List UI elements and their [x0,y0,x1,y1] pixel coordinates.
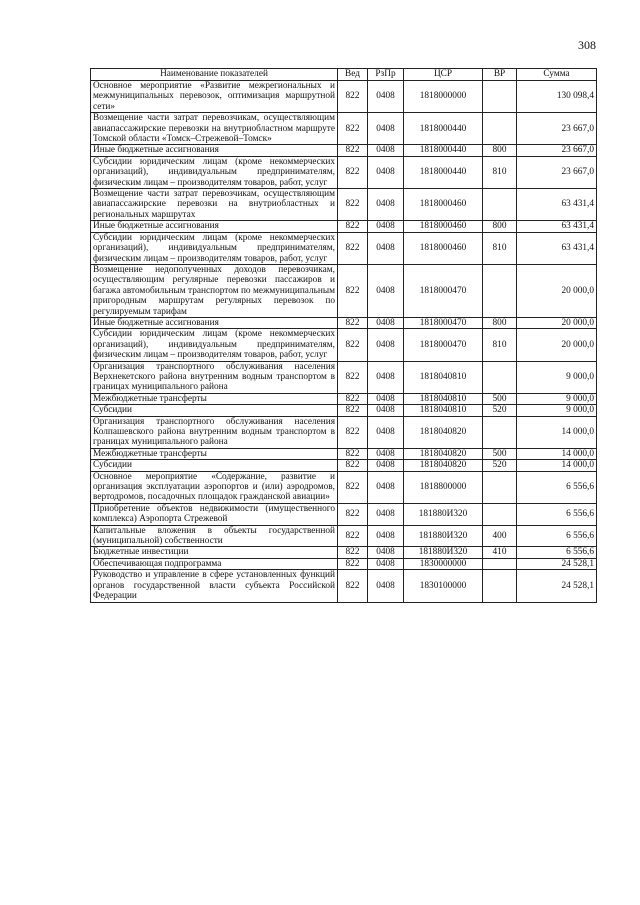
cell-rzpr: 0408 [368,145,404,156]
cell-name: Организация транспортного обслуживания населения Колпашевского района внутренним водным транспортом в границах муниципального района [91,416,338,448]
cell-vr [483,503,517,525]
cell-sum: 14 000,0 [517,448,597,459]
page-number: 308 [578,38,596,52]
table-row [91,460,597,471]
cell-csr: 1818000440 [404,145,483,156]
header-sum: Сумма [517,69,597,81]
cell-vr: 810 [483,329,517,361]
header-csr: ЦСР [404,69,483,81]
cell-rzpr: 0408 [368,221,404,232]
cell-vr [483,471,517,503]
cell-sum: 6 556,6 [517,525,597,547]
cell-vr [483,570,517,602]
cell-rzpr: 0408 [368,405,404,416]
cell-csr: 1818000440 [404,113,483,145]
cell-vr: 800 [483,317,517,328]
cell-name: Иные бюджетные ассигнования [91,317,338,328]
table-body [91,81,597,603]
cell-ved: 822 [338,232,368,264]
cell-csr: 1818040810 [404,405,483,416]
cell-rzpr: 0408 [368,264,404,317]
table-row [91,81,597,113]
cell-vr [483,189,517,221]
table-header-row [91,69,597,81]
cell-sum: 24 528,1 [517,570,597,602]
table-row [91,503,597,525]
cell-vr: 500 [483,393,517,404]
cell-ved: 822 [338,558,368,569]
table-row [91,264,597,317]
cell-ved: 822 [338,393,368,404]
cell-name: Межбюджетные трансферты [91,393,338,404]
cell-rzpr: 0408 [368,416,404,448]
cell-csr: 1818000460 [404,232,483,264]
cell-name: Иные бюджетные ассигнования [91,145,338,156]
cell-sum: 9 000,0 [517,393,597,404]
table-row [91,189,597,221]
cell-name: Основное мероприятие «Содержание, развитие и организация эксплуатации аэропортов и (или) аэродромов, вертодромов, посадочных площадок гражданской авиации» [91,471,338,503]
cell-name: Приобретение объектов недвижимости (имущественного комплекса) Аэропорта Стрежевой [91,503,338,525]
cell-rzpr: 0408 [368,525,404,547]
header-ved: Вед [338,69,368,81]
table-row [91,113,597,145]
cell-vr [483,81,517,113]
table-row [91,525,597,547]
cell-csr: 1818000460 [404,189,483,221]
cell-sum: 63 431,4 [517,221,597,232]
cell-csr: 1818000470 [404,329,483,361]
cell-name: Руководство и управление в сфере установленных функций органов государственной власти субъекта Российской Федерации [91,570,338,602]
cell-csr: 1830000000 [404,558,483,569]
header-vr: ВР [483,69,517,81]
cell-rzpr: 0408 [368,361,404,393]
cell-sum: 14 000,0 [517,460,597,471]
cell-rzpr: 0408 [368,81,404,113]
cell-csr: 1818040820 [404,416,483,448]
table-row [91,317,597,328]
cell-csr: 181880И320 [404,547,483,558]
cell-csr: 181880И320 [404,503,483,525]
cell-name: Обеспечивающая подпрограмма [91,558,338,569]
cell-sum: 20 000,0 [517,264,597,317]
cell-csr: 1818000470 [404,264,483,317]
cell-csr: 181880И320 [404,525,483,547]
cell-rzpr: 0408 [368,547,404,558]
cell-vr: 800 [483,145,517,156]
cell-sum: 6 556,6 [517,547,597,558]
cell-rzpr: 0408 [368,460,404,471]
cell-ved: 822 [338,503,368,525]
cell-rzpr: 0408 [368,156,404,188]
cell-rzpr: 0408 [368,558,404,569]
cell-vr: 520 [483,405,517,416]
cell-name: Бюджетные инвестиции [91,547,338,558]
cell-name: Иные бюджетные ассигнования [91,221,338,232]
cell-name: Субсидии юридическим лицам (кроме некоммерческих организаций), индивидуальным предпринимателям, физическим лицам – производителям товаров, работ, услуг [91,232,338,264]
cell-ved: 822 [338,189,368,221]
table-row [91,416,597,448]
cell-csr: 1818000000 [404,81,483,113]
cell-sum: 20 000,0 [517,317,597,328]
cell-sum: 9 000,0 [517,361,597,393]
header-rzpr: РзПр [368,69,404,81]
table-row [91,329,597,361]
cell-csr: 1818000440 [404,156,483,188]
table-row [91,361,597,393]
cell-rzpr: 0408 [368,393,404,404]
cell-csr: 1830100000 [404,570,483,602]
cell-sum: 63 431,4 [517,189,597,221]
cell-ved: 822 [338,113,368,145]
cell-name: Возмещение части затрат перевозчикам, осуществляющим авиапассажирские перевозки на внутриобластных и региональных маршрутах [91,189,338,221]
cell-name: Основное мероприятие «Развитие межрегиональных и межмуниципальных перевозок, оптимизация маршрутной сети» [91,81,338,113]
cell-name: Межбюджетные трансферты [91,448,338,459]
table-row [91,547,597,558]
cell-csr: 1818040810 [404,393,483,404]
cell-rzpr: 0408 [368,503,404,525]
cell-ved: 822 [338,264,368,317]
table-row [91,232,597,264]
cell-sum: 6 556,6 [517,471,597,503]
cell-name: Возмещение недополученных доходов перевозчикам, осуществляющим регулярные перевозки пассажиров и багажа автомобильным транспортом по межмуниципальным пригородным маршрутам регулярных перевозок по регулируемым тарифам [91,264,338,317]
cell-ved: 822 [338,81,368,113]
table-row [91,145,597,156]
cell-vr: 400 [483,525,517,547]
cell-vr: 520 [483,460,517,471]
cell-ved: 822 [338,361,368,393]
cell-ved: 822 [338,405,368,416]
cell-name: Возмещение части затрат перевозчикам, осуществляющим авиапассажирские перевозки на внутриобластном маршруте Томской области «Томск–Стрежевой–Томск» [91,113,338,145]
cell-vr [483,264,517,317]
cell-sum: 20 000,0 [517,329,597,361]
cell-csr: 1818000470 [404,317,483,328]
table-row [91,221,597,232]
cell-csr: 1818040820 [404,460,483,471]
cell-csr: 1818040810 [404,361,483,393]
cell-name: Субсидии юридическим лицам (кроме некоммерческих организаций), индивидуальным предпринимателям, физическим лицам – производителям товаров, работ, услуг [91,329,338,361]
cell-sum: 14 000,0 [517,416,597,448]
cell-name: Субсидии юридическим лицам (кроме некоммерческих организаций), индивидуальным предпринимателям, физическим лицам – производителям товаров, работ, услуг [91,156,338,188]
cell-name: Субсидии [91,460,338,471]
cell-vr [483,113,517,145]
cell-sum: 23 667,0 [517,145,597,156]
cell-ved: 822 [338,145,368,156]
cell-vr: 810 [483,156,517,188]
cell-sum: 130 098,4 [517,81,597,113]
cell-ved: 822 [338,471,368,503]
cell-vr: 810 [483,232,517,264]
cell-vr [483,361,517,393]
table-row [91,393,597,404]
cell-sum: 23 667,0 [517,113,597,145]
cell-rzpr: 0408 [368,448,404,459]
cell-ved: 822 [338,317,368,328]
cell-sum: 24 528,1 [517,558,597,569]
budget-table [90,68,597,603]
cell-rzpr: 0408 [368,471,404,503]
cell-ved: 822 [338,156,368,188]
table-row [91,558,597,569]
cell-ved: 822 [338,416,368,448]
table-row [91,156,597,188]
header-name: Наименование показателей [91,69,338,81]
cell-name: Организация транспортного обслуживания населения Верхнекетского района внутренним водным транспортом в границах муниципального района [91,361,338,393]
cell-csr: 1818040820 [404,448,483,459]
cell-rzpr: 0408 [368,189,404,221]
cell-sum: 9 000,0 [517,405,597,416]
cell-ved: 822 [338,329,368,361]
cell-ved: 822 [338,525,368,547]
cell-rzpr: 0408 [368,329,404,361]
cell-vr [483,558,517,569]
cell-csr: 1818000460 [404,221,483,232]
cell-rzpr: 0408 [368,232,404,264]
cell-vr: 500 [483,448,517,459]
cell-ved: 822 [338,460,368,471]
cell-vr [483,416,517,448]
cell-name: Капитальные вложения в объекты государственной (муниципальной) собственности [91,525,338,547]
cell-rzpr: 0408 [368,113,404,145]
cell-vr: 410 [483,547,517,558]
cell-ved: 822 [338,570,368,602]
cell-vr: 800 [483,221,517,232]
table-row [91,448,597,459]
cell-sum: 6 556,6 [517,503,597,525]
cell-sum: 23 667,0 [517,156,597,188]
cell-csr: 1818800000 [404,471,483,503]
cell-ved: 822 [338,221,368,232]
cell-ved: 822 [338,547,368,558]
table-row [91,471,597,503]
cell-rzpr: 0408 [368,317,404,328]
cell-name: Субсидии [91,405,338,416]
cell-ved: 822 [338,448,368,459]
table-row [91,570,597,602]
cell-sum: 63 431,4 [517,232,597,264]
table-row [91,405,597,416]
cell-rzpr: 0408 [368,570,404,602]
